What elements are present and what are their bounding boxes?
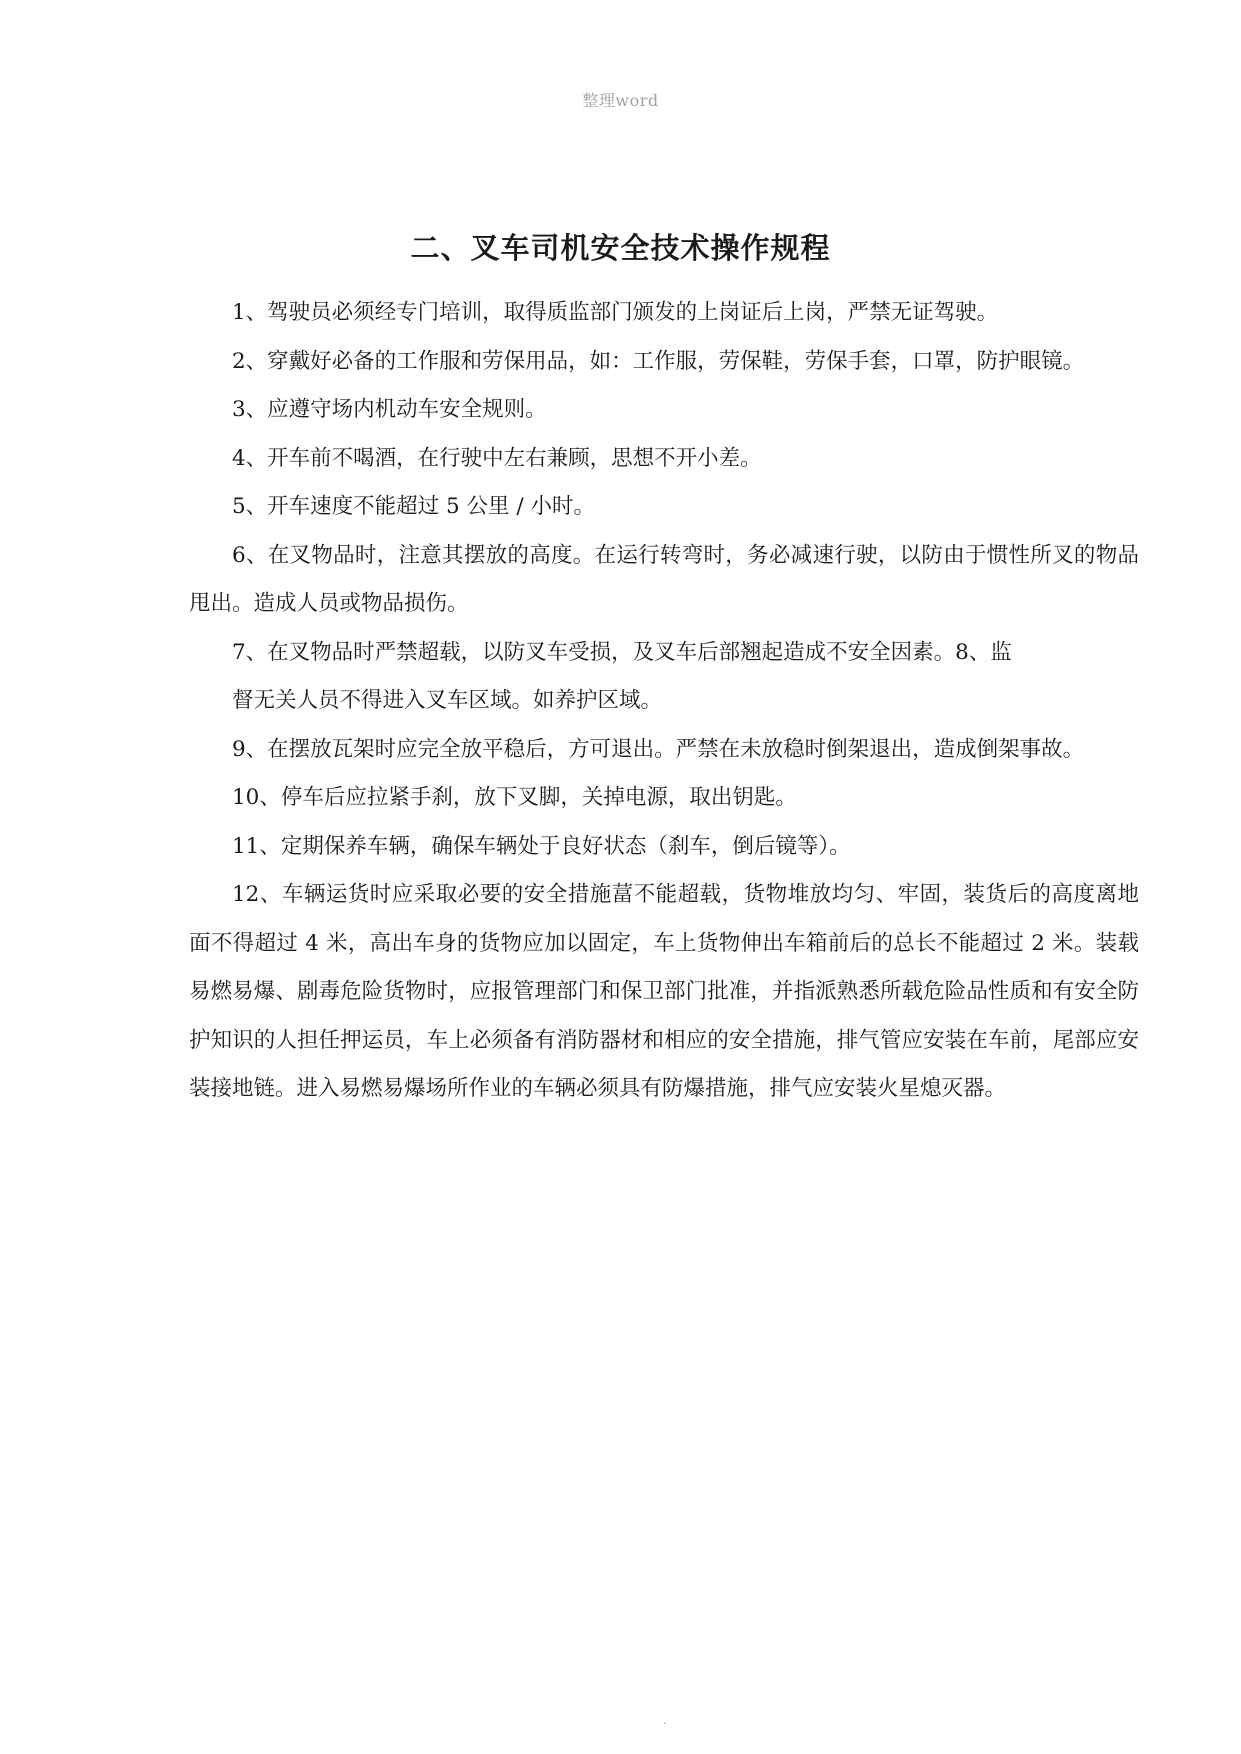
paragraph-11: 11、定期保养车辆，确保车辆处于良好状态（刹车，倒后镜等）。	[232, 833, 851, 859]
paragraph-10: 10、停车后应拉紧手刹，放下叉脚，关掉电源，取出钥匙。	[232, 785, 797, 810]
paragraph-1: 1、驾驶员必须经专门培训，取得质监部门颁发的上岗证后上岗，严禁无证驾驶。	[232, 300, 999, 325]
paragraph-7: 7、在叉物品时严禁超载，以防叉车受损，及叉车后部翘起造成不安全因素。8、监	[232, 639, 1012, 665]
paragraph-4: 4、开车前不喝酒，在行驶中左右兼顾，思想不开小差。	[232, 445, 762, 471]
document-body	[189, 289, 1139, 1114]
paragraph-9: 9、在摆放瓦架时应完全放平稳后，方可退出。严禁在未放稳时倒架退出，造成倒架事故。	[232, 736, 1085, 762]
paragraph-2: 2、穿戴好必备的工作服和劳保用品，如：工作服，劳保鞋，劳保手套，口罩，防护眼镜。	[232, 348, 1085, 374]
document-title: 二、叉车司机安全技术操作规程	[410, 231, 831, 265]
paragraph-8: 督无关人员不得进入叉车区域。如养护区域。	[232, 688, 663, 713]
paragraph-6: 6、在叉物品时，注意其摆放的高度。在运行转弯时，务必减速行驶，以防由于惯性所叉的物品甩出。造成人员或物品损伤。	[189, 542, 1139, 616]
paragraph-3: 3、应遵守场内机动车安全规则。	[232, 397, 547, 422]
footer-mark: .	[663, 1716, 667, 1727]
paragraph-12: 12、车辆运货时应采取必要的安全措施葍不能超载，货物堆放均匀、牢固，装货后的高度离地面不得超过 4 米，高出车身的货物应加以固定，车上货物伸出车箱前后的总长不能超过 2 米。装载易燃易爆、剧毒危险货物时，应报管理部门和保卫部门批准，并指派熟悉所载危险品性质和有安全防护知识的人担任押运员，车上必须备有消防器材和相应的安全措施，排气管应安装在车前，尾部应安装接地链。进入易燃易爆场所作业的车辆必须具有防爆措施，排气应安装火星熄灭器。	[189, 882, 1139, 1101]
page-header: 整理word	[582, 91, 659, 110]
paragraph-5: 5、开车速度不能超过 5 公里 / 小时。	[232, 494, 595, 519]
